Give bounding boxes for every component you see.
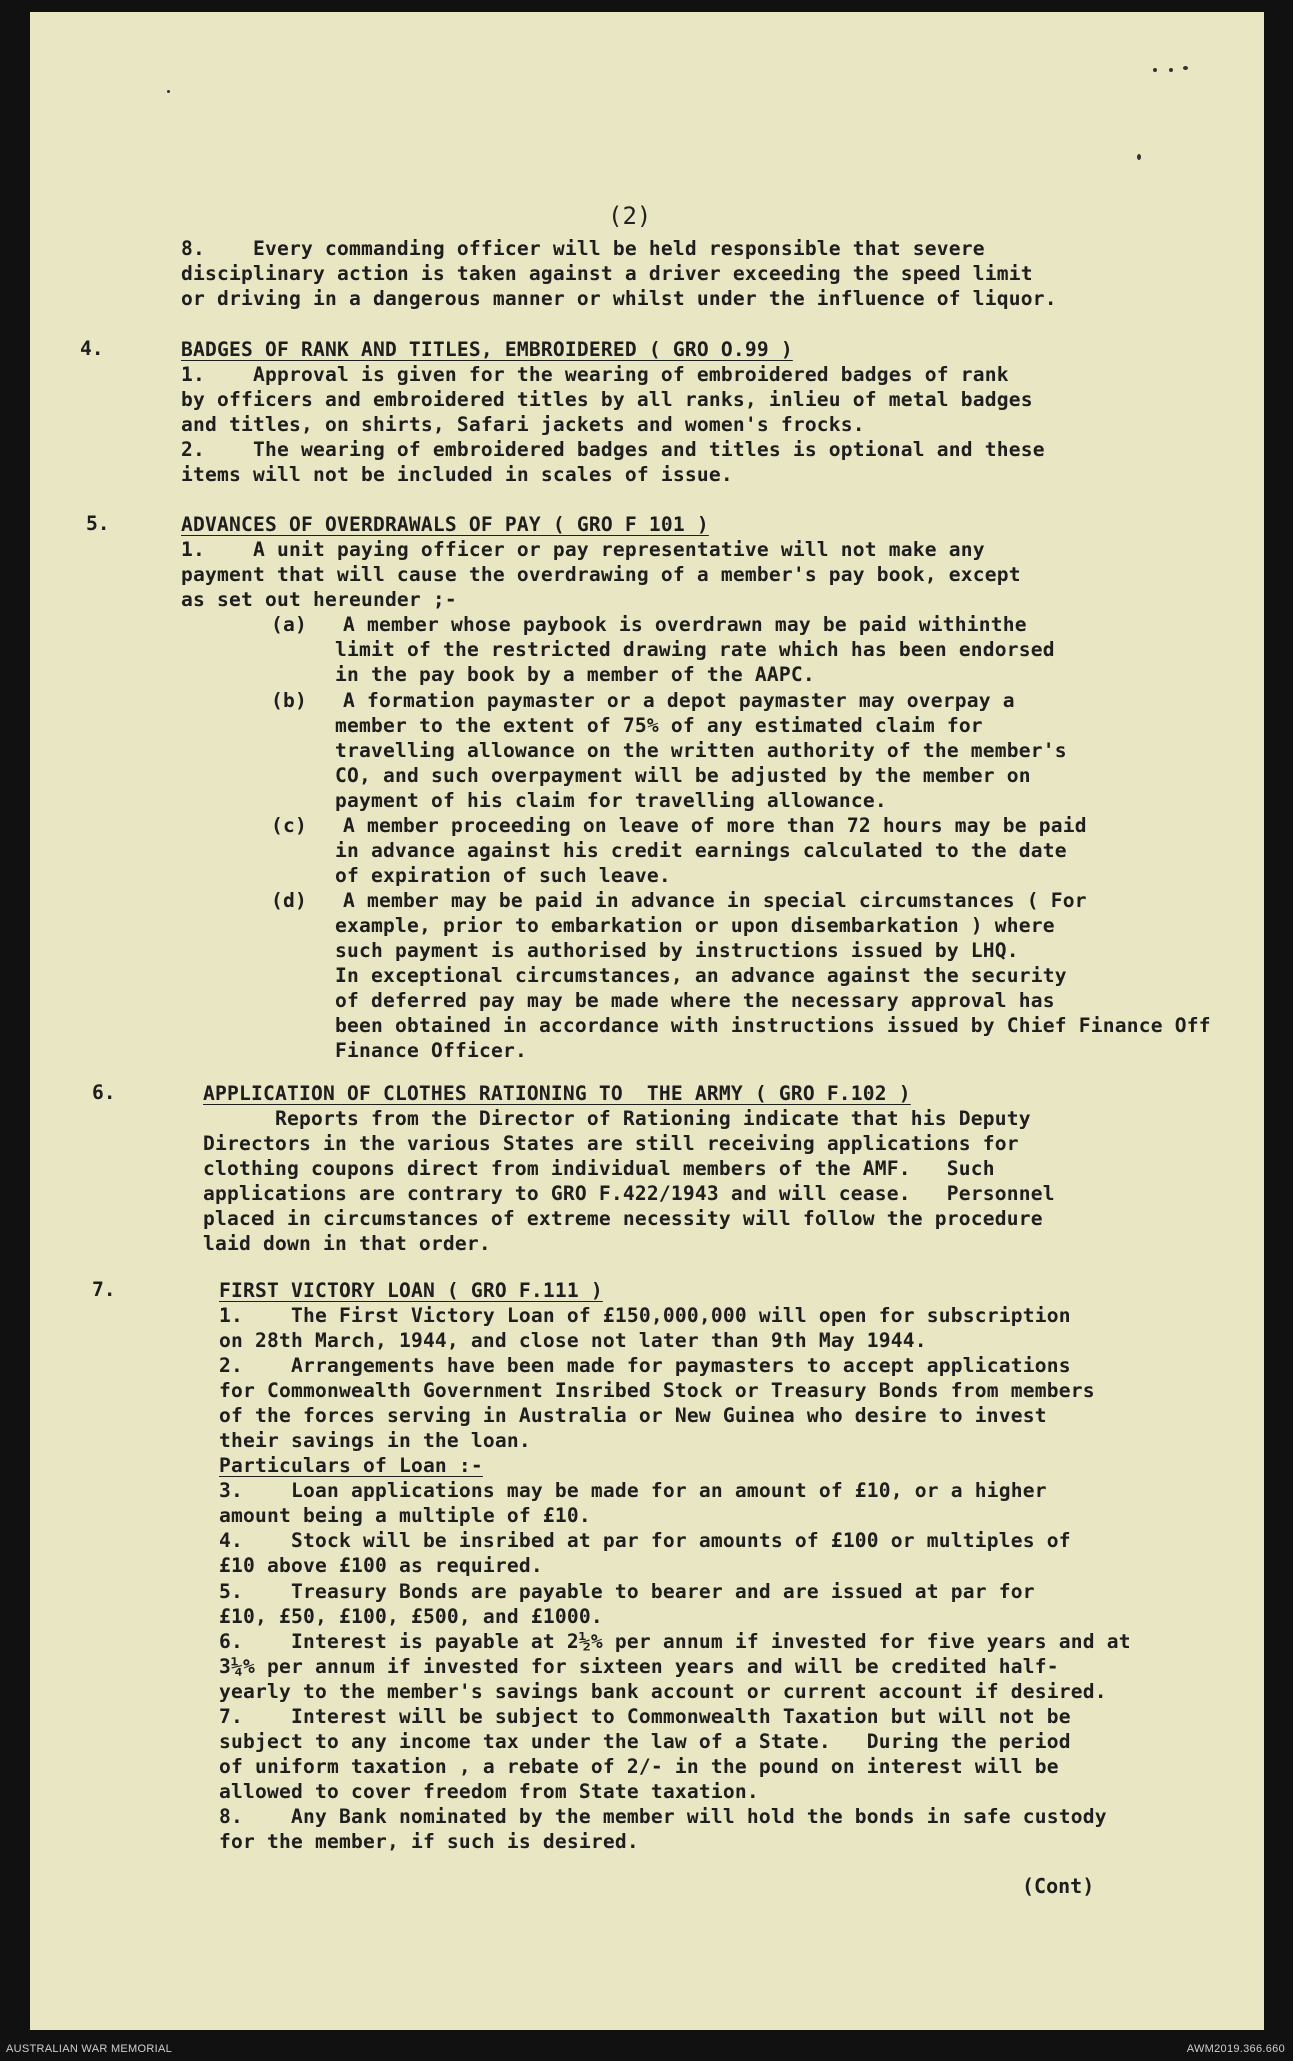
page-number: (2): [608, 202, 652, 230]
text-line: limit of the restricted drawing rate which has been endorsed: [335, 638, 1055, 661]
paper-speck: [1183, 66, 1188, 70]
text-line: payment of his claim for travelling allowance.: [335, 789, 887, 812]
text-line: items will not be included in scales of issue.: [181, 463, 733, 486]
text-line: 3. Loan applications may be made for an amount of £10, or a higher: [219, 1479, 1047, 1502]
paper-speck: [1153, 68, 1157, 72]
text-line: 7. Interest will be subject to Commonwealth Taxation but will not be: [219, 1705, 1071, 1728]
text-line: laid down in that order.: [203, 1232, 491, 1255]
text-line: allowed to cover freedom from State taxation.: [219, 1780, 759, 1803]
continued-marker: (Cont): [1022, 1874, 1095, 1898]
section-number: 4.: [80, 337, 104, 360]
text-line: of expiration of such leave.: [335, 864, 671, 887]
text-line: disciplinary action is taken against a driver exceeding the speed limit: [181, 262, 1033, 285]
text-line: by officers and embroidered titles by all ranks, inlieu of metal badges: [181, 388, 1033, 411]
paper-speck: [167, 90, 170, 93]
text-line: such payment is authorised by instructions issued by LHQ.: [335, 939, 1019, 962]
section-heading: Particulars of Loan :-: [219, 1454, 483, 1477]
text-line: as set out hereunder ;-: [181, 588, 457, 611]
text-line: example, prior to embarkation or upon disembarkation ) where: [335, 914, 1055, 937]
text-line: or driving in a dangerous manner or whilst under the influence of liquor.: [181, 287, 1057, 310]
text-line: Directors in the various States are still receiving applications for: [203, 1132, 1019, 1155]
section-heading: ADVANCES OF OVERDRAWALS OF PAY ( GRO F 101 ): [181, 513, 709, 536]
text-line: of uniform taxation , a rebate of 2/- in the pound on interest will be: [219, 1755, 1059, 1778]
text-line: their savings in the loan.: [219, 1429, 531, 1452]
text-line: In exceptional circumstances, an advance against the security: [335, 964, 1067, 987]
text-line: amount being a multiple of £10.: [219, 1504, 591, 1527]
footer-archive-name: AUSTRALIAN WAR MEMORIAL: [6, 2043, 173, 2055]
text-line: £10, £50, £100, £500, and £1000.: [219, 1605, 603, 1628]
text-line: CO, and such overpayment will be adjusted by the member on: [335, 764, 1031, 787]
text-line: in advance against his credit earnings calculated to the date: [335, 839, 1067, 862]
section-heading: APPLICATION OF CLOTHES RATIONING TO THE ARMY ( GRO F.102 ): [203, 1082, 911, 1105]
text-line: in the pay book by a member of the AAPC.: [335, 663, 815, 686]
section-heading: FIRST VICTORY LOAN ( GRO F.111 ): [219, 1279, 603, 1302]
text-line: 2. The wearing of embroidered badges and titles is optional and these: [181, 438, 1045, 461]
text-line: placed in circumstances of extreme necessity will follow the procedure: [203, 1207, 1043, 1230]
text-line: Finance Officer.: [335, 1039, 527, 1062]
section-number: 7.: [92, 1278, 116, 1301]
text-line: member to the extent of 75% of any estimated claim for: [335, 714, 983, 737]
text-line: 8. Any Bank nominated by the member will hold the bonds in safe custody: [219, 1805, 1107, 1828]
text-line: and titles, on shirts, Safari jackets and women's frocks.: [181, 413, 865, 436]
section-heading: BADGES OF RANK AND TITLES, EMBROIDERED ( GRO O.99 ): [181, 338, 793, 361]
text-line: on 28th March, 1944, and close not later than 9th May 1944.: [219, 1329, 927, 1352]
text-line: 5. Treasury Bonds are payable to bearer and are issued at par for: [219, 1580, 1035, 1603]
text-line: of the forces serving in Australia or New Guinea who desire to invest: [219, 1404, 1047, 1427]
text-line: (a) A member whose paybook is overdrawn may be paid withinthe: [271, 613, 1027, 636]
text-line: clothing coupons direct from individual members of the AMF. Such: [203, 1157, 995, 1180]
text-line: (b) A formation paymaster or a depot paymaster may overpay a: [271, 689, 1015, 712]
section-number: 5.: [86, 512, 110, 535]
text-line: Reports from the Director of Rationing indicate that his Deputy: [203, 1107, 1031, 1130]
text-line: (d) A member may be paid in advance in special circumstances ( For: [271, 889, 1087, 912]
text-line: been obtained in accordance with instructions issued by Chief Finance Off: [335, 1014, 1211, 1037]
section-number: 6.: [92, 1081, 116, 1104]
footer-reference-id: AWM2019.366.660: [1186, 2043, 1285, 2055]
text-line: 1. A unit paying officer or pay representative will not make any: [181, 538, 985, 561]
text-line: applications are contrary to GRO F.422/1943 and will cease. Personnel: [203, 1182, 1055, 1205]
text-line: 1. The First Victory Loan of £150,000,000 will open for subscription: [219, 1304, 1071, 1327]
text-line: travelling allowance on the written authority of the member's: [335, 739, 1067, 762]
text-line: (c) A member proceeding on leave of more than 72 hours may be paid: [271, 814, 1087, 837]
text-line: for the member, if such is desired.: [219, 1830, 639, 1853]
paper-speck: [1169, 68, 1173, 72]
text-line: payment that will cause the overdrawing of a member's pay book, except: [181, 563, 1021, 586]
text-line: 2. Arrangements have been made for paymasters to accept applications: [219, 1354, 1071, 1377]
text-line: for Commonwealth Government Insribed Stock or Treasury Bonds from members: [219, 1379, 1095, 1402]
text-line: of deferred pay may be made where the necessary approval has: [335, 989, 1055, 1012]
document-page: [30, 12, 1264, 2030]
text-line: 4. Stock will be insribed at par for amounts of £100 or multiples of: [219, 1529, 1071, 1552]
text-line: £10 above £100 as required.: [219, 1554, 543, 1577]
text-line: 1. Approval is given for the wearing of embroidered badges of rank: [181, 363, 1009, 386]
text-line: yearly to the member's savings bank account or current account if desired.: [219, 1680, 1107, 1703]
text-line: 8. Every commanding officer will be held responsible that severe: [181, 237, 985, 260]
text-line: 3¼% per annum if invested for sixteen years and will be credited half-: [219, 1655, 1059, 1678]
text-line: subject to any income tax under the law of a State. During the period: [219, 1730, 1071, 1753]
text-line: 6. Interest is payable at 2½% per annum if invested for five years and at: [219, 1630, 1131, 1653]
paper-speck: [1137, 154, 1141, 160]
